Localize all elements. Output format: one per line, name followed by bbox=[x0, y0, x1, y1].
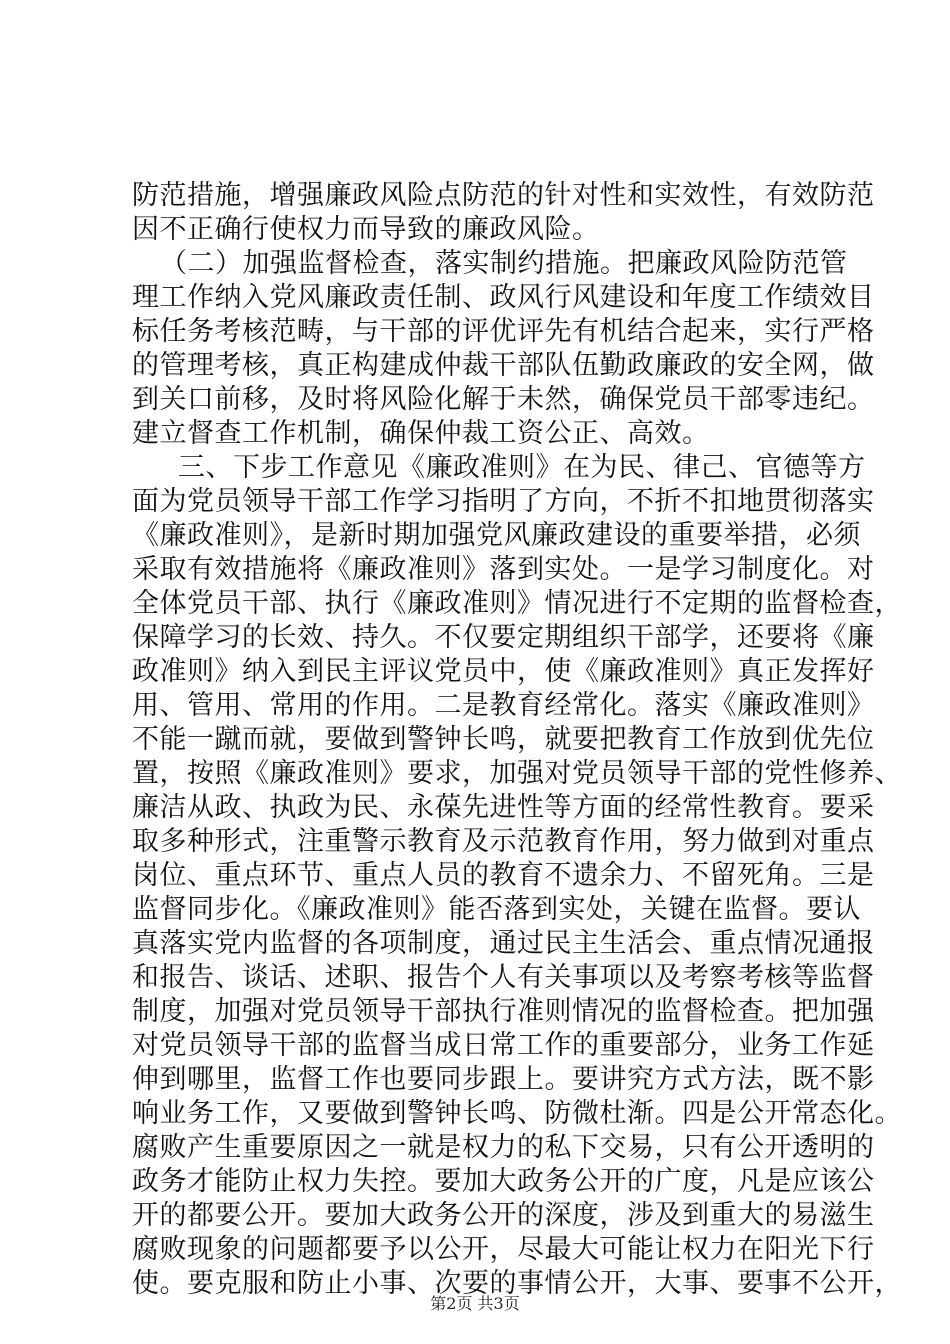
text-line: 不能一蹴而就，要做到警钟长鸣，就要把教育工作放到优先位 bbox=[132, 724, 875, 755]
text-line: 响业务工作，又要做到警钟长鸣、防微杜渐。四是公开常态化。 bbox=[132, 1098, 902, 1129]
text-line: 岗位、重点环节、重点人员的教育不遗余力、不留死角。三是 bbox=[132, 860, 875, 891]
text-line: 伸到哪里，监督工作也要同步跟上。要讲究方式方法，既不影 bbox=[132, 1064, 875, 1095]
text-line: 使。要克服和防止小事、次要的事情公开，大事、要事不公开， bbox=[132, 1268, 902, 1299]
text-line: 因不正确行使权力而导致的廉政风险。 bbox=[132, 214, 600, 245]
text-line: 腐败现象的问题都要予以公开，尽最大可能让权力在阳光下行 bbox=[132, 1234, 875, 1265]
text-line: 的管理考核，真正构建成仲裁干部队伍勤政廉政的安全网，做 bbox=[132, 350, 875, 381]
text-line: 取多种形式，注重警示教育及示范教育作用，努力做到对重点 bbox=[132, 826, 875, 857]
text-line: 开的都要公开。要加大政务公开的深度，涉及到重大的易滋生 bbox=[132, 1200, 875, 1231]
text-line: 建立督查工作机制，确保仲裁工资公正、高效。 bbox=[132, 418, 710, 449]
page-number-footer: 第2页 共3页 bbox=[430, 1294, 520, 1313]
text-line: 保障学习的长效、持久。不仅要定期组织干部学，还要将《廉 bbox=[132, 622, 875, 653]
text-line: 全体党员干部、执行《廉政准则》情况进行不定期的监督检查， bbox=[132, 588, 902, 619]
text-line: 政务才能防止权力失控。要加大政务公开的广度，凡是应该公 bbox=[132, 1166, 875, 1197]
text-line: 真落实党内监督的各项制度，通过民主生活会、重点情况通报 bbox=[132, 928, 875, 959]
text-line: 用、管用、常用的作用。二是教育经常化。落实《廉政准则》 bbox=[132, 690, 875, 721]
text-line: （二）加强监督检查，落实制约措施。把廉政风险防范管 bbox=[160, 248, 848, 279]
text-line: 腐败产生重要原因之一就是权力的私下交易，只有公开透明的 bbox=[132, 1132, 875, 1163]
text-line: 置，按照《廉政准则》要求，加强对党员领导干部的党性修养、 bbox=[132, 758, 902, 789]
text-line: 监督同步化。《廉政准则》能否落到实处，关键在监督。要认 bbox=[132, 894, 861, 925]
text-line: 防范措施，增强廉政风险点防范的针对性和实效性，有效防范 bbox=[132, 180, 875, 211]
text-line: 标任务考核范畴，与干部的评优评先有机结合起来，实行严格 bbox=[132, 316, 875, 347]
text-line: 和报告、谈话、述职、报告个人有关事项以及考察考核等监督 bbox=[132, 962, 875, 993]
text-line: 三、下步工作意见《廉政准则》在为民、律己、官德等方 bbox=[178, 452, 866, 483]
text-line: 面为党员领导干部工作学习指明了方向，不折不扣地贯彻落实 bbox=[132, 486, 875, 517]
text-line: 理工作纳入党风廉政责任制、政风行风建设和年度工作绩效目 bbox=[132, 282, 875, 313]
text-line: 对党员领导干部的监督当成日常工作的重要部分，业务工作延 bbox=[132, 1030, 875, 1061]
text-line: 制度，加强对党员领导干部执行准则情况的监督检查。把加强 bbox=[132, 996, 875, 1027]
text-line: 采取有效措施将《廉政准则》落到实处。一是学习制度化。对 bbox=[132, 554, 875, 585]
text-line: 到关口前移，及时将风险化解于未然，确保党员干部零违纪。 bbox=[132, 384, 875, 415]
text-line: 《廉政准则》，是新时期加强党风廉政建设的重要举措，必须 bbox=[132, 520, 861, 551]
text-line: 廉洁从政、执政为民、永葆先进性等方面的经常性教育。要采 bbox=[132, 792, 875, 823]
text-line: 政准则》纳入到民主评议党员中，使《廉政准则》真正发挥好 bbox=[132, 656, 875, 687]
